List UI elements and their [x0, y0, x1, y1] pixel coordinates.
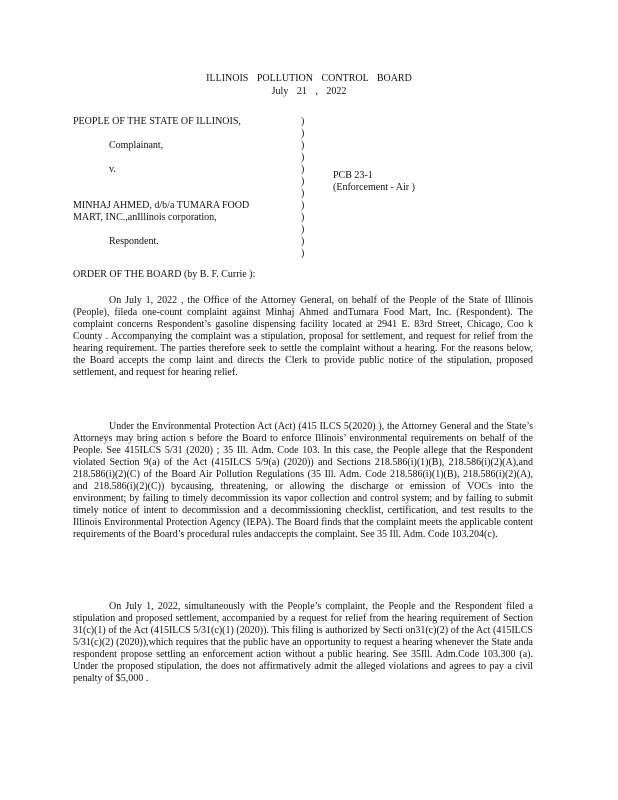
caption-paren: )	[301, 236, 305, 247]
caption-case-info	[333, 170, 533, 194]
paragraph-text: On July 1, 2022, simultaneously with the People’s complaint, the People and the Respondent filed a stipulation and proposed settlement, accompanied by a request for relief from the hearing requirement of Section 31(c)(1) of the Act (415ILCS 5/31(c)(1) (2020)). This filing is authorized by Secti on31(c)(2) of the Act (415ILCS 5/31(c)(2) (2020)),which requires that the public have an opportunity to request a hearing whenever the State anda respondent propose settling an enforcement action without a public hearing. See 35Ill. Adm.Code 103.300 (a). Under the proposed stipulation, the does not affirmatively admit the alleged violations and agrees to pay a civil penalty of $5,000 .	[73, 601, 533, 684]
caption-line: PEOPLE OF THE STATE OF ILLINOIS,	[73, 116, 241, 127]
caption-paren: )	[301, 152, 305, 163]
board-name: ILLINOIS POLLUTION CONTROL BOARD	[206, 73, 412, 84]
paragraph-text: On July 1, 2022 , the Office of the Attorney General, on behalf of the People of the State of Illinois (People), fileda one-count complaint against Minhaj Ahmed andTumara Food Mart, Inc. (Respondent). The complaint concerns Respondent’s gasoline dispensing facility located at 2941 E. 83rd Street, Chicago, Coo k County . Accompanying the complaint was a stipulation, proposal for settlement, and request for relief from the hearing requirement. The parties therefore seek to settle the complaint without a hearing. For the reasons below, the Board accepts the comp laint and directs the Clerk to provide public notice of the stipulation, proposed settlement, and request for hearing relief.	[73, 295, 533, 378]
caption-line	[73, 128, 303, 140]
caption-paren: )	[301, 248, 305, 259]
caption-line: MINHAJ AHMED, d/b/a TUMARA FOOD	[73, 200, 250, 211]
order-date: July 21 , 2022	[271, 86, 347, 97]
caption-paren: )	[301, 212, 305, 223]
caption-parentheses	[301, 116, 311, 260]
caption-line	[73, 188, 303, 200]
paragraph-3	[73, 601, 533, 685]
caption-parties	[73, 116, 303, 260]
caption-paren: )	[301, 128, 305, 139]
caption-line	[73, 224, 303, 236]
caption-line	[73, 248, 303, 260]
caption-line: Complainant,	[109, 140, 164, 151]
paragraph-1	[73, 295, 533, 379]
caption-paren: )	[301, 224, 305, 235]
case-type: (Enforcement - Air )	[333, 182, 415, 193]
paragraph-2	[73, 421, 533, 541]
caption-line	[73, 176, 303, 188]
caption-paren: )	[301, 164, 305, 175]
caption-line: Respondent.	[109, 236, 159, 247]
paragraph-text: Under the Environmental Protection Act (Act) (415 ILCS 5(2020) ), the Attorney General and the State’s Attorneys may bring action s before the Board to enforce Illinois’ environmental requirements on behalf of the People. See 415ILCS 5/31 (2020) ; 35 Ill. Adm. Code 103. In this case, the People allege that the Respondent violated Section 9(a) of the Act (415ILCS 5/9(a) (2020)) and Sections 218.586(i)(1)(B), 218.586(i)(2)(A),and 218.586(i)(2)(C) of the Board Air Pollution Regulations (35 Ill. Adm. Code 218.586(i)(1)(B), 218.586(i)(2)(A), and 218.586(i)(2)(C)) bycausing, threatening, or allowing the discharge or emission of VOCs into the environment; by failing to timely decommission its vapor collection and control system; and by failing to submit timely notice of intent to decommission and a decommissioning checklist, certification, and test results to the Illinois Environmental Protection Agency (IEPA). The Board finds that the complaint meets the applicable content requirements of the Board’s procedural rules andaccepts the complaint. See 35 Ill. Adm. Code 103.204(c).	[73, 421, 533, 540]
caption-line: v.	[109, 164, 116, 175]
caption-paren: )	[301, 116, 305, 127]
caption-paren: )	[301, 176, 305, 187]
caption-line: MART, INC.,anIllinois corporation,	[73, 212, 217, 223]
caption-line	[73, 152, 303, 164]
caption-paren: )	[301, 188, 305, 199]
caption-paren: )	[301, 200, 305, 211]
case-caption	[73, 116, 543, 259]
document-header	[0, 73, 618, 99]
caption-paren: )	[301, 140, 305, 151]
order-heading: ORDER OF THE BOARD (by B. F. Currie ):	[73, 269, 256, 280]
case-number: PCB 23-1	[333, 170, 373, 181]
